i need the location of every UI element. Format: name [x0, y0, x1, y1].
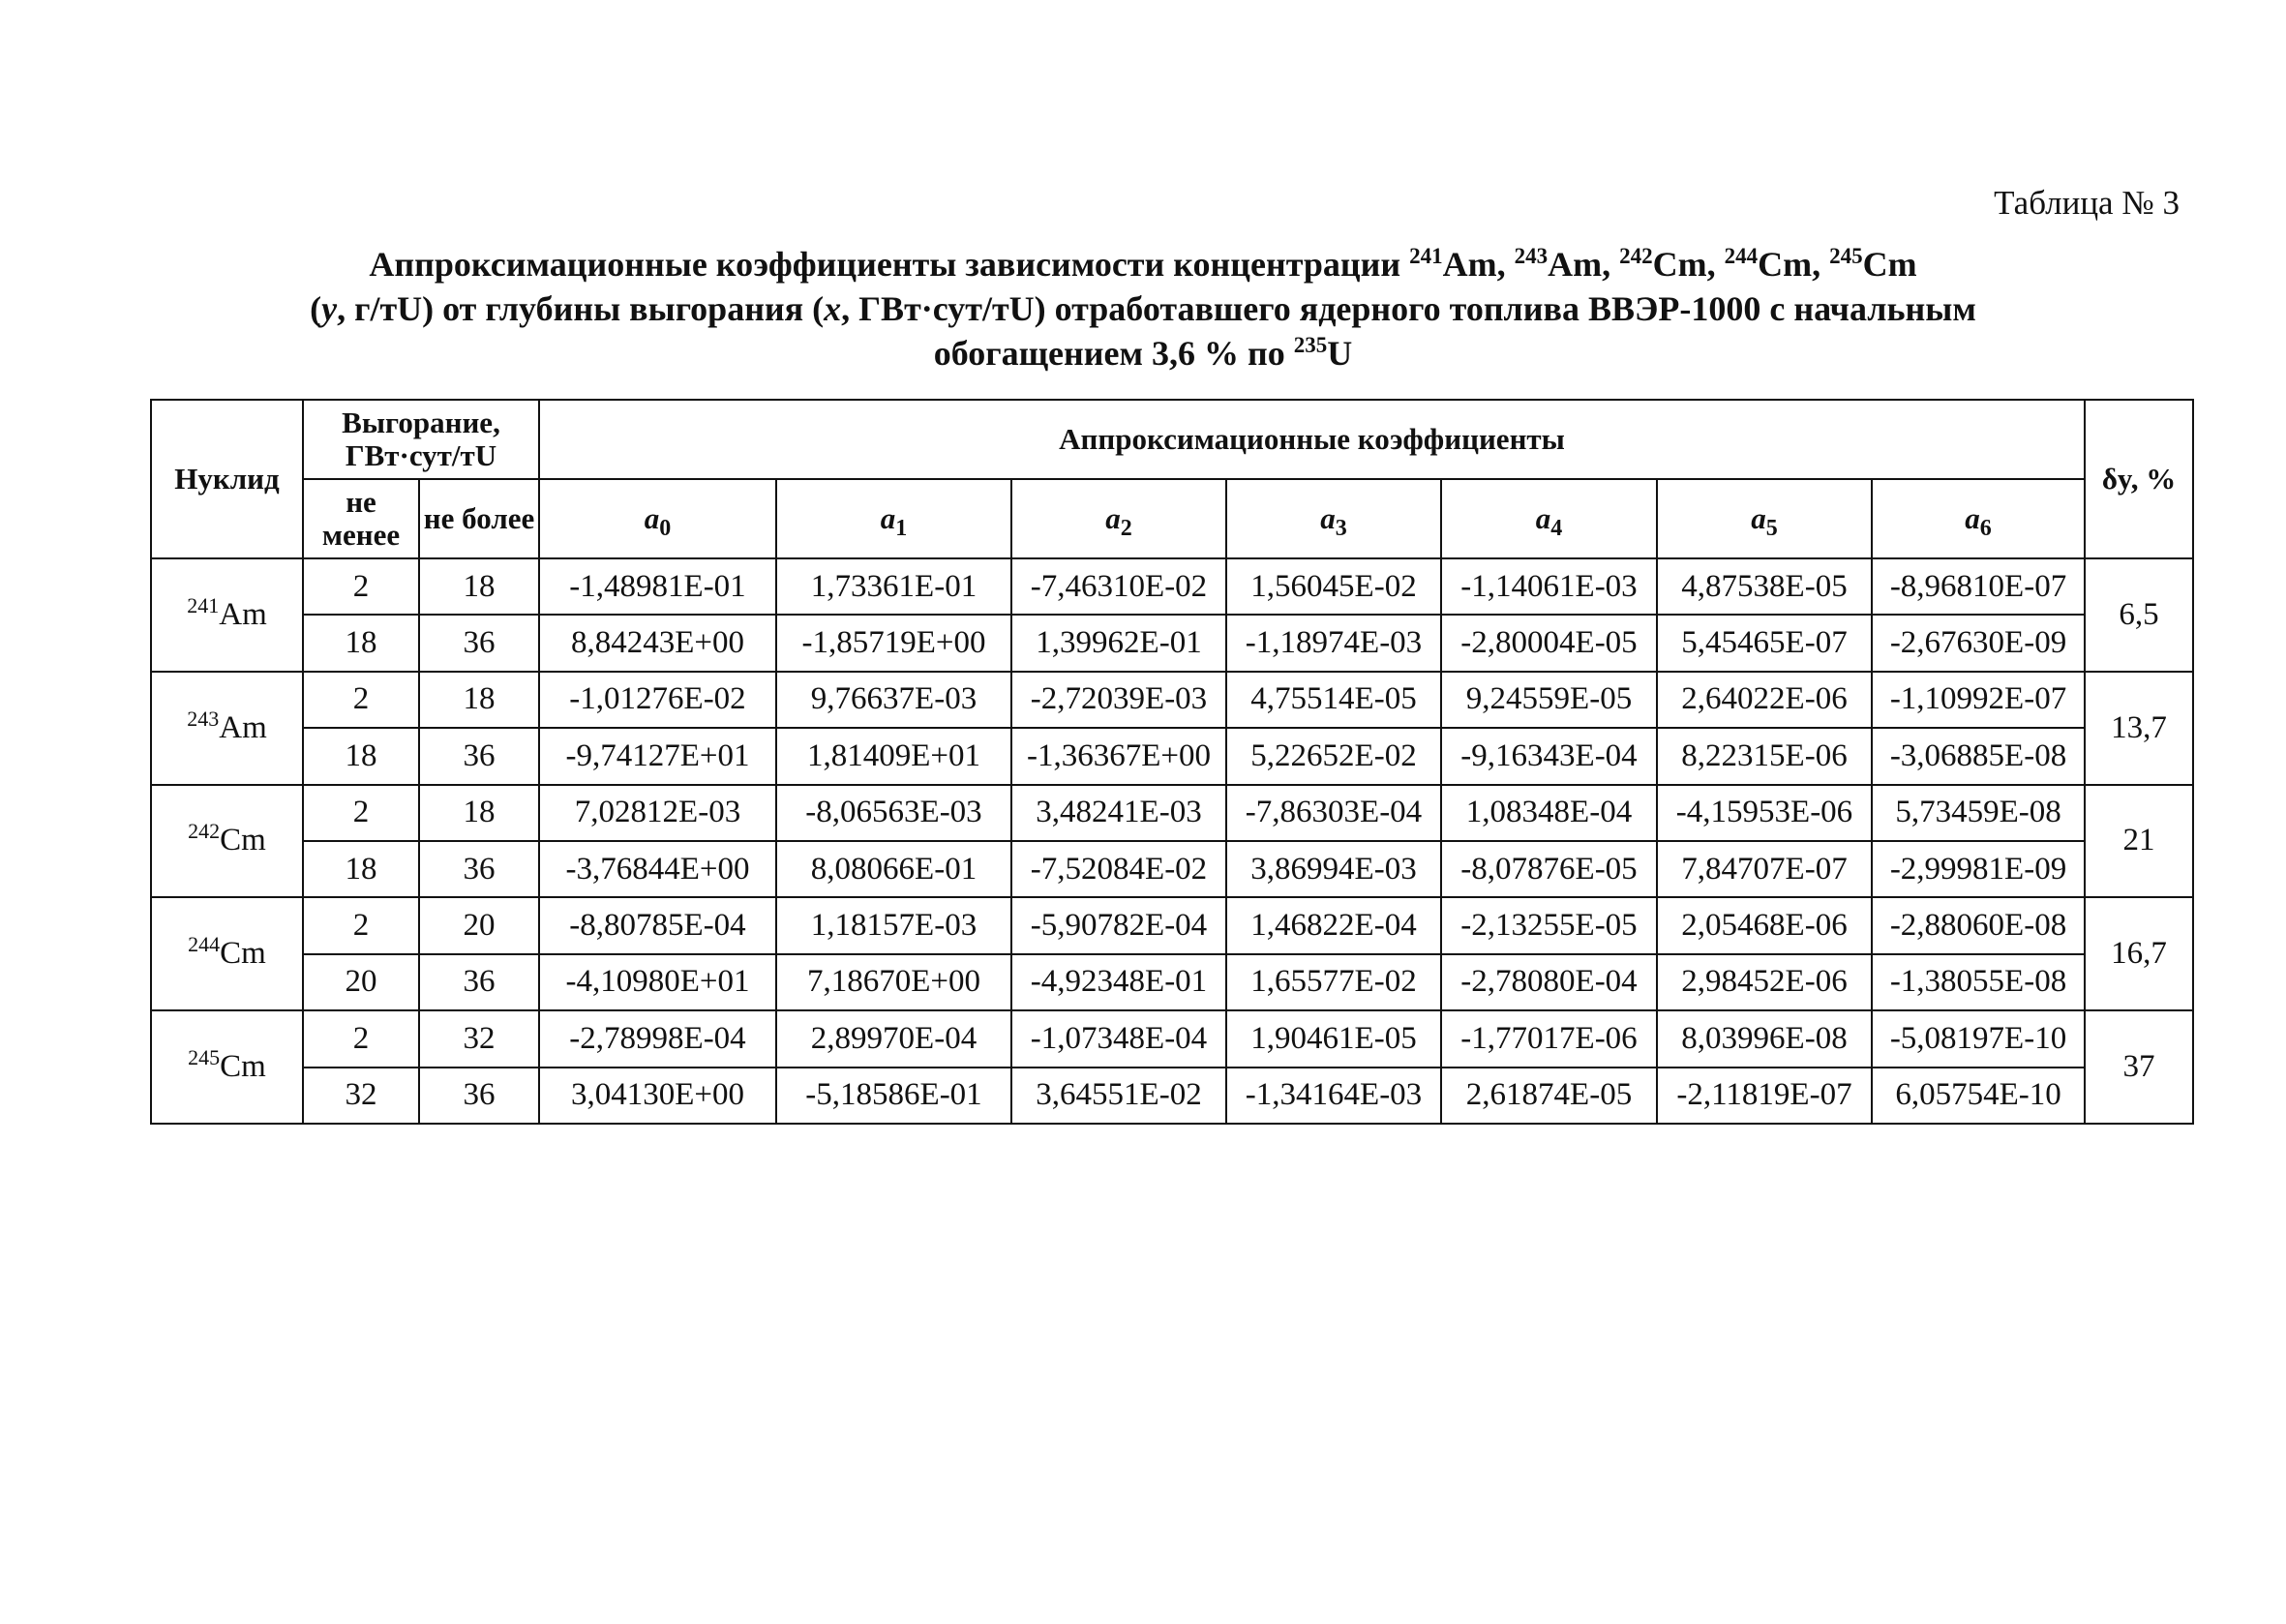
- coef-a4-cell: 9,24559E-05: [1441, 672, 1657, 728]
- header-nuclide: Нуклид: [151, 400, 303, 558]
- coef-a6-cell: 5,73459E-08: [1872, 785, 2085, 841]
- burnup-max-cell: 36: [419, 615, 539, 671]
- coef-a2-cell: -2,72039E-03: [1011, 672, 1226, 728]
- coef-a5-cell: 8,03996E-08: [1657, 1010, 1872, 1067]
- burnup-max-cell: 18: [419, 672, 539, 728]
- coef-a3-cell: 5,22652E-02: [1226, 728, 1441, 784]
- table-row: [151, 954, 2193, 1010]
- error-cell: 21: [2085, 785, 2193, 898]
- coef-a1-cell: 9,76637E-03: [776, 672, 1011, 728]
- burnup-min-cell: 2: [303, 785, 419, 841]
- coef-a6-cell: -1,38055E-08: [1872, 954, 2085, 1010]
- table-row: [151, 728, 2193, 784]
- coef-a6-cell: 6,05754E-10: [1872, 1068, 2085, 1124]
- error-cell: 13,7: [2085, 672, 2193, 785]
- coef-a3-cell: -7,86303E-04: [1226, 785, 1441, 841]
- burnup-min-cell: 2: [303, 672, 419, 728]
- burnup-max-cell: 36: [419, 841, 539, 897]
- header-burnup-min: не менее: [303, 479, 419, 558]
- table-row: [151, 558, 2193, 615]
- coef-a0-cell: -8,80785E-04: [539, 897, 776, 953]
- burnup-min-cell: 20: [303, 954, 419, 1010]
- coef-a0-cell: -2,78998E-04: [539, 1010, 776, 1067]
- coef-a3-cell: 4,75514E-05: [1226, 672, 1441, 728]
- burnup-min-cell: 2: [303, 558, 419, 615]
- coef-a4-cell: -2,78080E-04: [1441, 954, 1657, 1010]
- table-title: [0, 242, 2286, 376]
- coef-a2-cell: -5,90782E-04: [1011, 897, 1226, 953]
- coef-a3-cell: 1,46822E-04: [1226, 897, 1441, 953]
- coef-a1-cell: -8,06563E-03: [776, 785, 1011, 841]
- coef-a1-cell: 7,18670E+00: [776, 954, 1011, 1010]
- coef-a0-cell: 8,84243E+00: [539, 615, 776, 671]
- coef-a0-cell: -4,10980E+01: [539, 954, 776, 1010]
- coef-a3-cell: 3,86994E-03: [1226, 841, 1441, 897]
- coef-a4-cell: -2,80004E-05: [1441, 615, 1657, 671]
- table-row: [151, 841, 2193, 897]
- coef-a5-cell: -2,11819E-07: [1657, 1068, 1872, 1124]
- burnup-min-cell: 32: [303, 1068, 419, 1124]
- burnup-max-cell: 20: [419, 897, 539, 953]
- nuclide-cell: $^{244}$Cm: [151, 897, 303, 1010]
- coef-a0-cell: 3,04130E+00: [539, 1068, 776, 1124]
- table-row: [151, 785, 2193, 841]
- burnup-max-cell: 36: [419, 1068, 539, 1124]
- coef-a5-cell: 2,05468E-06: [1657, 897, 1872, 953]
- header-coef-a1: $a_1$: [776, 479, 1011, 558]
- coef-a1-cell: 1,73361E-01: [776, 558, 1011, 615]
- nuclide-cell: $^{242}$Cm: [151, 785, 303, 898]
- coef-a2-cell: -4,92348E-01: [1011, 954, 1226, 1010]
- coef-a0-cell: -1,48981E-01: [539, 558, 776, 615]
- table-row: [151, 1010, 2193, 1067]
- coef-a5-cell: 2,98452E-06: [1657, 954, 1872, 1010]
- coefficients-table: [150, 399, 2194, 1125]
- coef-a1-cell: 1,18157E-03: [776, 897, 1011, 953]
- title-line-3: обогащением 3,6 % по $^{235}$U: [933, 333, 1353, 373]
- title-line-2: (y, г/тU) от глубины выгорания (x, ГВт·сут/тU) отработавшего ядерного топлива ВВЭР-1000 с начальным: [310, 289, 1976, 328]
- coef-a4-cell: -1,14061E-03: [1441, 558, 1657, 615]
- header-coef-a5: $a_5$: [1657, 479, 1872, 558]
- header-coef-a3: $a_3$: [1226, 479, 1441, 558]
- header-burnup: Выгорание, ГВт·сут/тU: [303, 400, 539, 479]
- nuclide-cell: $^{243}$Am: [151, 672, 303, 785]
- coef-a4-cell: 2,61874E-05: [1441, 1068, 1657, 1124]
- header-error: δy, %: [2085, 400, 2193, 558]
- coef-a0-cell: -3,76844E+00: [539, 841, 776, 897]
- nuclide-cell: $^{245}$Cm: [151, 1010, 303, 1124]
- burnup-max-cell: 36: [419, 954, 539, 1010]
- burnup-max-cell: 36: [419, 728, 539, 784]
- table-row: [151, 615, 2193, 671]
- coef-a5-cell: 8,22315E-06: [1657, 728, 1872, 784]
- coef-a0-cell: 7,02812E-03: [539, 785, 776, 841]
- coef-a1-cell: -5,18586E-01: [776, 1068, 1011, 1124]
- error-cell: 6,5: [2085, 558, 2193, 672]
- burnup-min-cell: 2: [303, 897, 419, 953]
- coef-a4-cell: -8,07876E-05: [1441, 841, 1657, 897]
- coef-a6-cell: -5,08197E-10: [1872, 1010, 2085, 1067]
- coef-a2-cell: -1,36367E+00: [1011, 728, 1226, 784]
- coef-a5-cell: 2,64022E-06: [1657, 672, 1872, 728]
- coef-a4-cell: -2,13255E-05: [1441, 897, 1657, 953]
- title-line-1: Аппроксимационные коэффициенты зависимости концентрации $^{241}$Am, $^{243}$Am, $^{242}$Cm, $^{244}$Cm, $^{245}$Cm: [369, 244, 1917, 284]
- header-coefficients: Аппроксимационные коэффициенты: [539, 400, 2085, 479]
- coef-a3-cell: -1,34164E-03: [1226, 1068, 1441, 1124]
- coef-a6-cell: -1,10992E-07: [1872, 672, 2085, 728]
- error-cell: 37: [2085, 1010, 2193, 1124]
- coef-a4-cell: -9,16343E-04: [1441, 728, 1657, 784]
- coef-a6-cell: -2,88060E-08: [1872, 897, 2085, 953]
- table-row: [151, 897, 2193, 953]
- header-burnup-max: не более: [419, 479, 539, 558]
- coef-a1-cell: 1,81409E+01: [776, 728, 1011, 784]
- coef-a2-cell: 1,39962E-01: [1011, 615, 1226, 671]
- coef-a5-cell: 5,45465E-07: [1657, 615, 1872, 671]
- coef-a3-cell: -1,18974E-03: [1226, 615, 1441, 671]
- coef-a5-cell: 7,84707E-07: [1657, 841, 1872, 897]
- table-number: Таблица № 3: [1994, 184, 2180, 222]
- coef-a1-cell: 8,08066E-01: [776, 841, 1011, 897]
- coef-a6-cell: -8,96810E-07: [1872, 558, 2085, 615]
- coef-a1-cell: -1,85719E+00: [776, 615, 1011, 671]
- coef-a4-cell: -1,77017E-06: [1441, 1010, 1657, 1067]
- coef-a2-cell: -7,52084E-02: [1011, 841, 1226, 897]
- table-row: [151, 1068, 2193, 1124]
- coef-a4-cell: 1,08348E-04: [1441, 785, 1657, 841]
- coef-a2-cell: -1,07348E-04: [1011, 1010, 1226, 1067]
- coef-a1-cell: 2,89970E-04: [776, 1010, 1011, 1067]
- burnup-min-cell: 2: [303, 1010, 419, 1067]
- coef-a2-cell: 3,64551E-02: [1011, 1068, 1226, 1124]
- table-body: [151, 558, 2193, 1124]
- burnup-min-cell: 18: [303, 841, 419, 897]
- error-cell: 16,7: [2085, 897, 2193, 1010]
- coef-a5-cell: 4,87538E-05: [1657, 558, 1872, 615]
- burnup-max-cell: 18: [419, 785, 539, 841]
- coef-a6-cell: -2,99981E-09: [1872, 841, 2085, 897]
- coef-a6-cell: -2,67630E-09: [1872, 615, 2085, 671]
- coef-a0-cell: -1,01276E-02: [539, 672, 776, 728]
- header-coef-a2: $a_2$: [1011, 479, 1226, 558]
- burnup-min-cell: 18: [303, 615, 419, 671]
- burnup-min-cell: 18: [303, 728, 419, 784]
- coef-a6-cell: -3,06885E-08: [1872, 728, 2085, 784]
- coef-a3-cell: 1,65577E-02: [1226, 954, 1441, 1010]
- header-coef-a6: $a_6$: [1872, 479, 2085, 558]
- burnup-max-cell: 18: [419, 558, 539, 615]
- coef-a2-cell: 3,48241E-03: [1011, 785, 1226, 841]
- coef-a2-cell: -7,46310E-02: [1011, 558, 1226, 615]
- header-coef-a4: $a_4$: [1441, 479, 1657, 558]
- coef-a3-cell: 1,56045E-02: [1226, 558, 1441, 615]
- coef-a5-cell: -4,15953E-06: [1657, 785, 1872, 841]
- nuclide-cell: $^{241}$Am: [151, 558, 303, 672]
- table-row: [151, 672, 2193, 728]
- coef-a0-cell: -9,74127E+01: [539, 728, 776, 784]
- coef-a3-cell: 1,90461E-05: [1226, 1010, 1441, 1067]
- header-coef-a0: $a_0$: [539, 479, 776, 558]
- burnup-max-cell: 32: [419, 1010, 539, 1067]
